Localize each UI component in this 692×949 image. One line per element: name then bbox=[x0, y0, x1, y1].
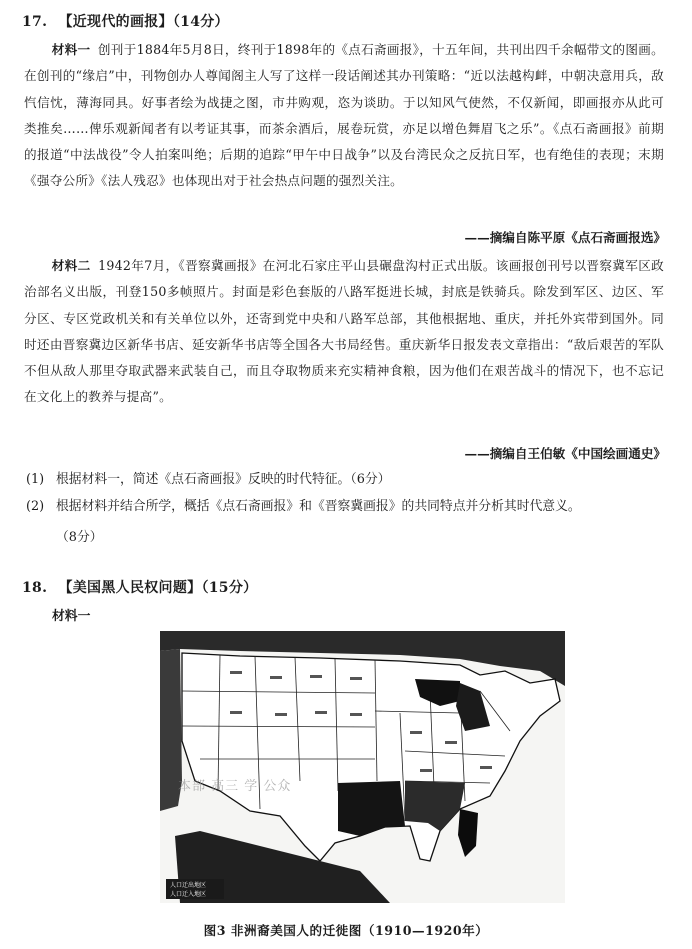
watermark: 本部 高三 学 公众 bbox=[178, 779, 292, 794]
material-1-text: 创刊于1884年5月8日，终刊于1898年的《点石斋画报》，十五年间，共刊出四千余幅带文的图画。在创刊的“缘启”中，刊物创办人尊闻阁主人写了这样一段话阐述其办刊策略：“近以法越构衅，中朝决意用兵，敌忾信忱，薄海同具。好事者绘为战捷之图，市井购观，恣为谈助。于以知风气使然，不仅新闻，即画报亦从此可类推矣……俾乐观新闻者有以考证其事，而茶余酒后，展卷玩赏，亦足以增色舞眉飞之乐”。《点石斋画报》前期的报道“中法战役”令人拍案叫绝；后期的追踪“甲午中日战争”以及台湾民众之反抗日军，也有绝佳的表现；末期《强夺公所》《法人残忍》也体现出对于社会热点问题的强烈关注。 bbox=[24, 42, 664, 189]
question-18-title: 【美国黑人民权问题】（15分） bbox=[58, 580, 258, 596]
sub-question-2-text: 根据材料并结合所学，概括《点石斋画报》和《晋察冀画报》的共同特点并分析其时代意义。 bbox=[56, 499, 581, 514]
migration-map bbox=[160, 631, 565, 903]
material-1-label: 材料一 bbox=[51, 42, 91, 57]
material-1-source: ——摘编自陈平原《点石斋画报选》 bbox=[464, 230, 666, 245]
sub-question-2-number: (2) bbox=[26, 499, 45, 514]
question-18-material-label: 材料一 bbox=[52, 609, 91, 624]
legend-outflow-label: 人口迁出地区 bbox=[170, 882, 207, 889]
question-17-header bbox=[22, 11, 229, 31]
sub-question-2-points: （8分） bbox=[56, 530, 103, 545]
question-18-header bbox=[22, 577, 257, 597]
figure-caption: 图3 非洲裔美国人的迁徙图（1910—1920年） bbox=[203, 923, 489, 938]
sub-question-1-number: (1) bbox=[26, 472, 45, 487]
legend-inflow-label: 人口迁入地区 bbox=[170, 891, 207, 898]
material-2-paragraph bbox=[24, 253, 664, 411]
material-1-paragraph bbox=[24, 37, 664, 195]
sub-question-2 bbox=[26, 493, 666, 520]
us-map-image bbox=[160, 631, 565, 903]
sub-question-1-text: 根据材料一，简述《点石斋画报》反映的时代特征。（6分） bbox=[56, 472, 391, 487]
question-17-number: 17. bbox=[22, 14, 48, 30]
question-18-number: 18. bbox=[22, 580, 48, 596]
material-2-source: ——摘编自王伯敏《中国绘画通史》 bbox=[464, 446, 666, 461]
sub-question-1 bbox=[26, 466, 666, 493]
question-17-title: 【近现代的画报】（14分） bbox=[58, 14, 229, 30]
material-2-text: 1942年7月，《晋察冀画报》在河北石家庄平山县碾盘沟村正式出版。该画报创刊号以晋察冀军区政治部名义出版，刊登150多帧照片。封面是彩色套版的八路军挺进长城，封底是铁骑兵。除发到军区、边区、军分区、专区党政机关和有关单位以外，还寄到党中央和八路军总部，其他根据地、重庆，并托外宾带到国外。同时还由晋察冀边区新华书店、延安新华书店等全国各大书局经售。重庆新华日报发表文章指出：“敌后艰苦的军队不但从敌人那里夺取武器来武装自己，而且夺取物质来充实精神食粮，因为他们在艰苦战斗的情况下，也不忘记在文化上的教养与提高”。 bbox=[24, 258, 665, 405]
material-2-label: 材料二 bbox=[51, 258, 91, 273]
